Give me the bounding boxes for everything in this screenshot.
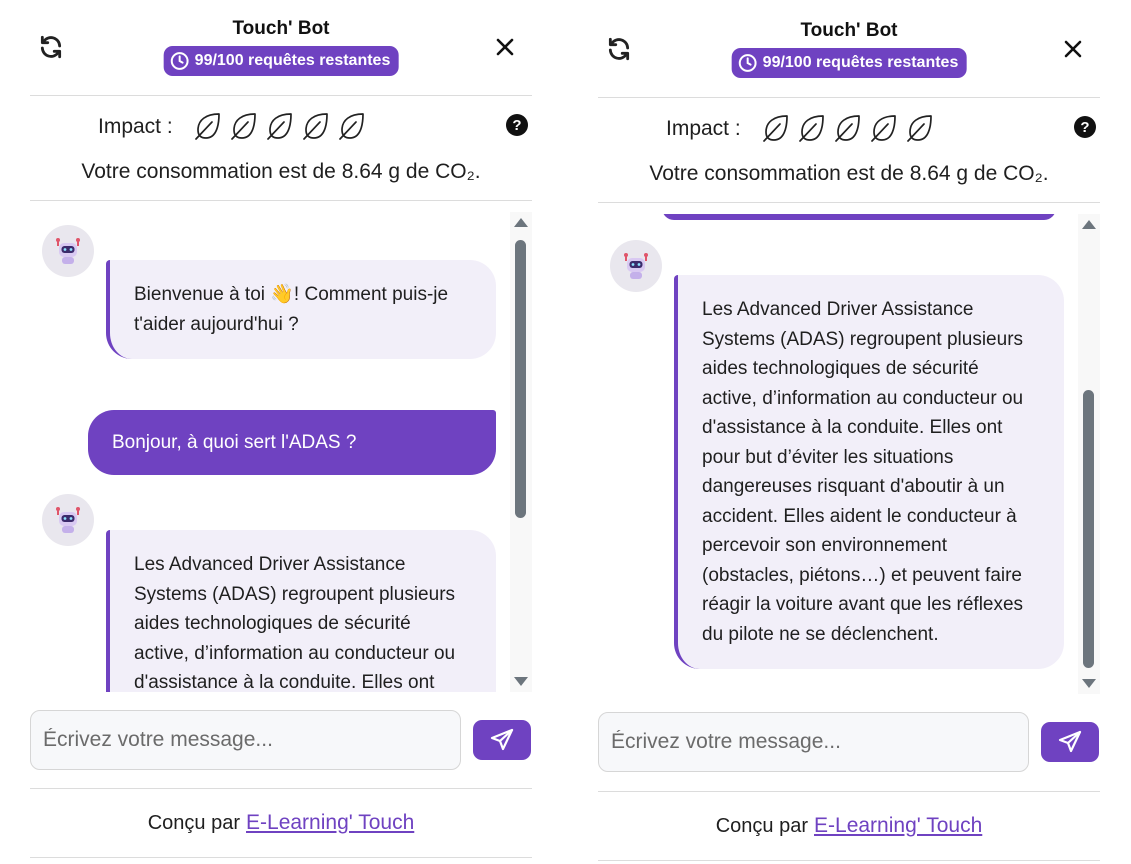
bot-avatar (42, 225, 94, 277)
answer-line: accident. Elles aident le conducteur à (702, 505, 1017, 527)
answer-line: percevoir son environnement (702, 535, 948, 556)
footer-prefix: Conçu par (147, 811, 241, 834)
leaf-icon (832, 112, 864, 144)
robot-icon (621, 251, 651, 281)
chat-scrollbar[interactable] (510, 212, 532, 692)
leaf-icon (228, 110, 260, 142)
leaf-icon (264, 110, 296, 142)
bot-avatar (42, 494, 94, 546)
scrollbar-thumb[interactable] (515, 240, 526, 518)
bot-message-answer (106, 530, 496, 692)
bot-title: Touch' Bot (800, 20, 898, 41)
leaf-icon (796, 112, 828, 144)
impact-label: Impact : (666, 117, 741, 140)
answer-line: d'assistance à la conduite. Elles ont (702, 417, 1003, 438)
requests-remaining-badge (164, 46, 399, 76)
answer-line: active, d’information au conducteur ou (702, 387, 1024, 409)
user-message: Bonjour, à quoi sert l'ADAS ? (88, 410, 496, 475)
co2-consumption-text: Votre consommation est de 8.64 g de CO₂. (81, 160, 481, 183)
send-button[interactable] (1041, 722, 1099, 762)
answer-line: Systems (ADAS) regroupent plusieurs (702, 328, 1024, 350)
impact-section (598, 98, 1100, 203)
requests-remaining-text: 99/100 requêtes restantes (762, 54, 959, 71)
elearning-touch-link[interactable]: E-Learning' Touch (814, 814, 983, 837)
message-input[interactable] (598, 712, 1029, 772)
close-icon (1064, 40, 1082, 58)
close-button[interactable] (1058, 34, 1088, 64)
close-button[interactable] (490, 32, 520, 62)
close-icon (496, 38, 514, 56)
robot-icon (53, 505, 83, 535)
previous-user-message-edge (662, 214, 1056, 220)
leaf-icon (760, 112, 792, 144)
scroll-up-arrow-icon[interactable] (514, 218, 528, 227)
answer-line: du pilote ne se déclenchent. (702, 623, 939, 645)
chat-messages[interactable] (598, 214, 1100, 694)
bot-message-answer (674, 275, 1064, 669)
answer-line: active, d’information au conducteur ou (134, 642, 456, 664)
footer (30, 788, 532, 858)
send-icon (1058, 730, 1082, 754)
footer (598, 791, 1100, 861)
impact-label: Impact : (98, 115, 173, 138)
answer-line: Systems (ADAS) regroupent plusieurs (134, 583, 456, 605)
help-button[interactable]: ? (506, 114, 528, 136)
answer-line: aides technologiques de sécurité (134, 613, 411, 634)
leaf-icon (192, 110, 224, 142)
elearning-touch-link[interactable]: E-Learning' Touch (246, 811, 415, 834)
leaf-icon (336, 110, 368, 142)
answer-line: aides technologiques de sécurité (702, 358, 979, 379)
chat-header (30, 0, 532, 96)
message-input[interactable] (30, 710, 461, 770)
help-button[interactable]: ? (1074, 116, 1096, 138)
answer-line: d'assistance à la conduite. Elles ont (134, 672, 435, 692)
requests-remaining-badge (732, 48, 967, 78)
message-composer (598, 712, 1100, 774)
scroll-up-arrow-icon[interactable] (1082, 220, 1096, 229)
answer-line: pour but d’éviter les situations (702, 446, 954, 468)
chat-header (598, 2, 1100, 98)
send-icon (490, 728, 514, 752)
footer-prefix: Conçu par (715, 814, 809, 837)
impact-leaf-rating (192, 110, 368, 142)
scroll-down-arrow-icon[interactable] (1082, 679, 1096, 688)
chat-widget-scrolled-bottom (598, 0, 1100, 864)
send-button[interactable] (473, 720, 531, 760)
robot-icon (53, 236, 83, 266)
impact-section (30, 96, 532, 201)
message-composer (30, 710, 532, 772)
chat-messages[interactable] (30, 212, 532, 692)
answer-line: réagir la voiture avant que les réflexes (702, 594, 1024, 615)
chat-scrollbar[interactable] (1078, 214, 1100, 694)
clock-icon (170, 51, 190, 71)
bot-message-welcome: Bienvenue à toi 👋! Comment puis-je t'aider aujourd'hui ? (106, 260, 496, 359)
leaf-icon (868, 112, 900, 144)
scroll-down-arrow-icon[interactable] (514, 677, 528, 686)
answer-line: Les Advanced Driver Assistance (134, 554, 406, 575)
answer-line: dangereuses risquant d'aboutir à un (702, 476, 1005, 497)
scrollbar-thumb[interactable] (1083, 390, 1094, 668)
bot-avatar (610, 240, 662, 292)
leaf-icon (904, 112, 936, 144)
answer-line: Les Advanced Driver Assistance (702, 299, 974, 320)
chat-widget-scrolled-top (30, 0, 532, 864)
clock-icon (738, 53, 758, 73)
requests-remaining-text: 99/100 requêtes restantes (194, 52, 391, 69)
co2-consumption-text: Votre consommation est de 8.64 g de CO₂. (649, 162, 1049, 185)
bot-title: Touch' Bot (232, 18, 330, 39)
impact-leaf-rating (760, 112, 936, 144)
leaf-icon (300, 110, 332, 142)
answer-line: (obstacles, piétons…) et peuvent faire (702, 564, 1023, 586)
